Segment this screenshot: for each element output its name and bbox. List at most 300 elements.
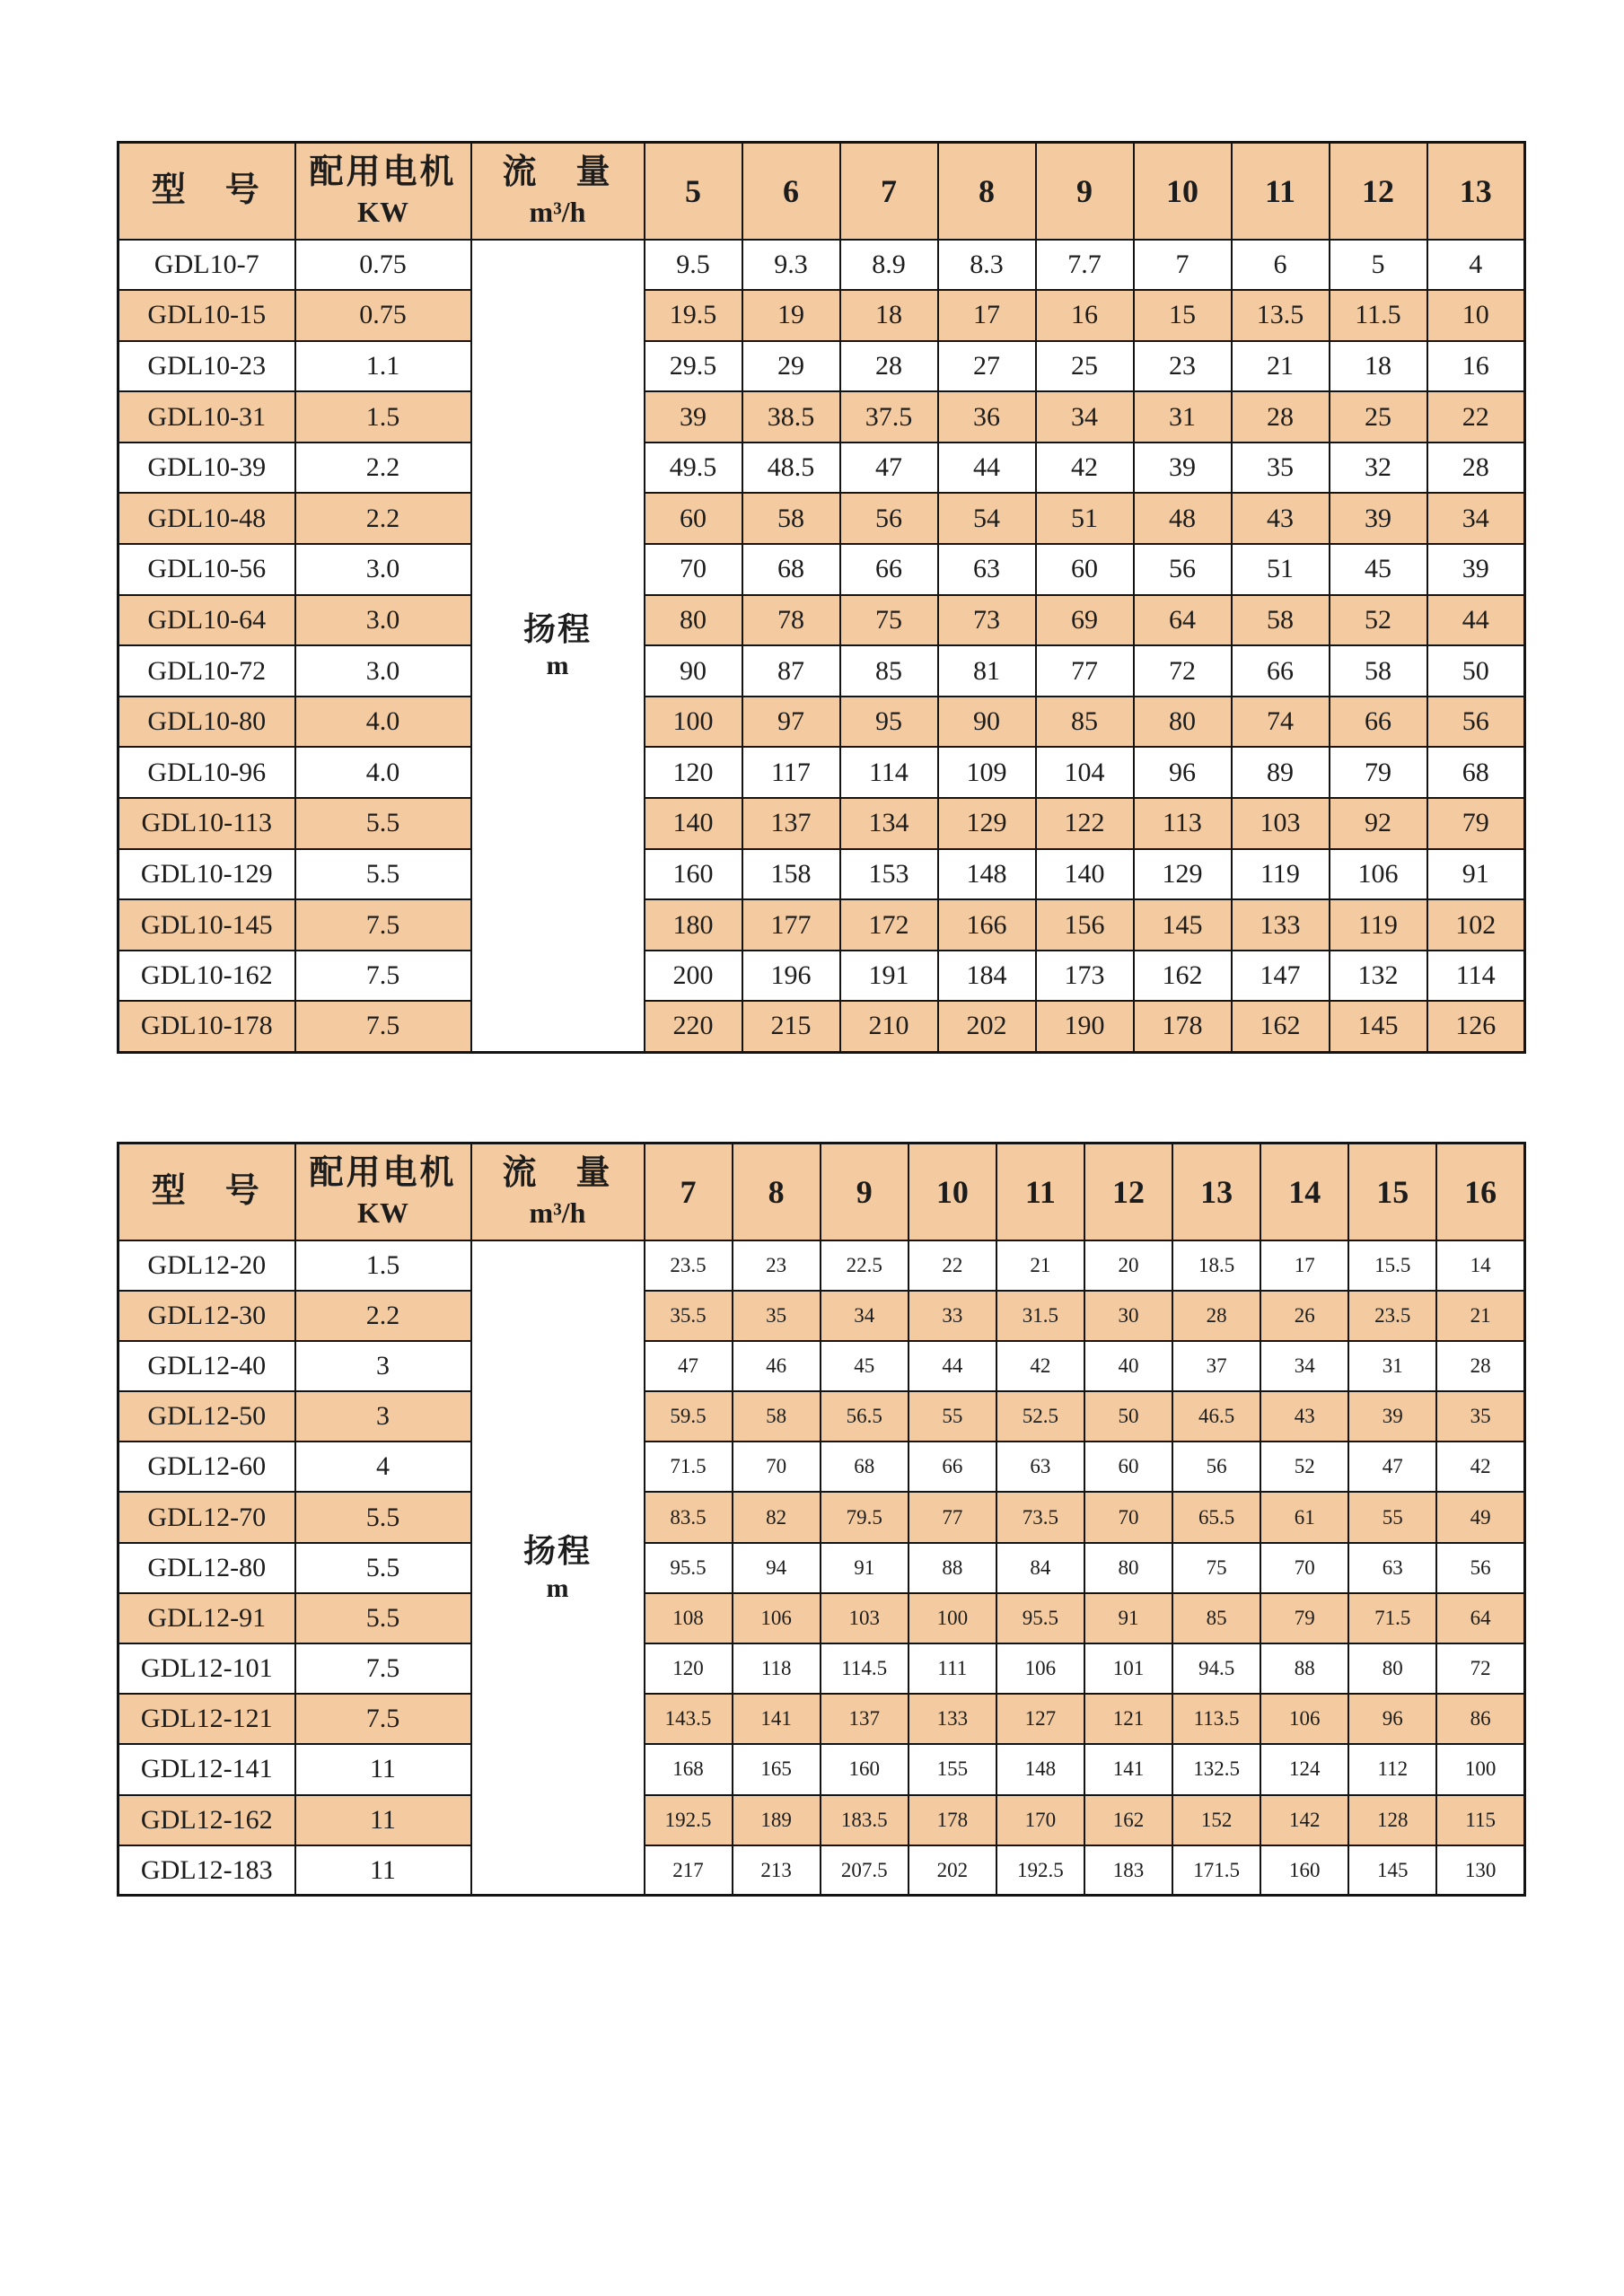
value-cell: 91 [1427, 849, 1525, 900]
value-cell: 27 [938, 341, 1036, 392]
value-cell: 33 [909, 1291, 996, 1341]
value-cell: 49.5 [645, 443, 742, 494]
flow-col-header: 8 [938, 143, 1036, 240]
value-cell: 29 [742, 341, 840, 392]
value-cell: 111 [909, 1643, 996, 1694]
value-cell: 92 [1330, 798, 1427, 849]
value-cell: 75 [840, 595, 938, 646]
value-cell: 97 [742, 697, 840, 748]
value-cell: 104 [1036, 747, 1134, 798]
value-cell: 215 [742, 1001, 840, 1052]
motor-cell: 3 [295, 1341, 471, 1391]
head-label: 扬程 [522, 1533, 592, 1570]
value-cell: 80 [1348, 1643, 1436, 1694]
value-cell: 162 [1134, 951, 1232, 1002]
value-cell: 96 [1134, 747, 1232, 798]
flow-header [471, 1144, 645, 1240]
value-cell: 75 [1172, 1543, 1260, 1593]
value-cell: 66 [1330, 697, 1427, 748]
value-cell: 56 [1172, 1442, 1260, 1492]
value-cell: 21 [1436, 1291, 1524, 1341]
value-cell: 47 [840, 443, 938, 494]
value-cell: 155 [909, 1744, 996, 1794]
value-cell: 19 [742, 290, 840, 341]
value-cell: 55 [1348, 1492, 1436, 1542]
value-cell: 80 [645, 595, 742, 646]
value-cell: 60 [1084, 1442, 1172, 1492]
value-cell: 16 [1036, 290, 1134, 341]
value-cell: 85 [840, 645, 938, 697]
value-cell: 7 [1134, 240, 1232, 291]
motor-cell: 7.5 [295, 951, 471, 1002]
value-cell: 63 [938, 544, 1036, 595]
value-cell: 103 [1232, 798, 1330, 849]
value-cell: 22 [909, 1240, 996, 1291]
value-cell: 129 [938, 798, 1036, 849]
flow-col-header: 13 [1427, 143, 1525, 240]
value-cell: 207.5 [821, 1845, 909, 1896]
value-cell: 44 [1427, 595, 1525, 646]
value-cell: 166 [938, 899, 1036, 951]
motor-cell: 5.5 [295, 1492, 471, 1542]
value-cell: 81 [938, 645, 1036, 697]
flow-col-header: 11 [996, 1144, 1084, 1240]
value-cell: 100 [645, 697, 742, 748]
value-cell: 35 [1436, 1391, 1524, 1442]
gdl12-table-body [119, 1240, 1525, 1896]
value-cell: 5 [1330, 240, 1427, 291]
table-row [119, 341, 1525, 392]
gdl10-header-row [119, 143, 1525, 240]
head-unit-label: m [546, 651, 569, 681]
value-cell: 79 [1260, 1593, 1348, 1643]
value-cell: 28 [840, 341, 938, 392]
value-cell: 127 [996, 1694, 1084, 1744]
value-cell: 61 [1260, 1492, 1348, 1542]
flow-col-header: 12 [1084, 1144, 1172, 1240]
motor-cell: 2.2 [295, 493, 471, 544]
value-cell: 21 [1232, 341, 1330, 392]
value-cell: 64 [1134, 595, 1232, 646]
motor-cell: 11 [295, 1744, 471, 1794]
value-cell: 120 [645, 1643, 733, 1694]
value-cell: 85 [1172, 1593, 1260, 1643]
value-cell: 72 [1436, 1643, 1524, 1694]
value-cell: 168 [645, 1744, 733, 1794]
value-cell: 160 [1260, 1845, 1348, 1896]
motor-header-unit: KW [357, 1196, 408, 1229]
value-cell: 9.3 [742, 240, 840, 291]
motor-header-label: 配用电机 [309, 153, 457, 192]
value-cell: 73 [938, 595, 1036, 646]
model-cell: GDL10-48 [119, 493, 295, 544]
value-cell: 183 [1084, 1845, 1172, 1896]
model-cell: GDL12-183 [119, 1845, 295, 1896]
value-cell: 71.5 [1348, 1593, 1436, 1643]
value-cell: 59.5 [645, 1391, 733, 1442]
value-cell: 25 [1036, 341, 1134, 392]
value-cell: 114 [1427, 951, 1525, 1002]
value-cell: 124 [1260, 1744, 1348, 1794]
model-cell: GDL10-31 [119, 391, 295, 443]
model-header [119, 143, 295, 240]
flow-col-header: 6 [742, 143, 840, 240]
table-row [119, 1795, 1525, 1845]
value-cell: 32 [1330, 443, 1427, 494]
model-cell: GDL12-80 [119, 1543, 295, 1593]
value-cell: 115 [1436, 1795, 1524, 1845]
value-cell: 34 [1427, 493, 1525, 544]
motor-cell: 5.5 [295, 1593, 471, 1643]
table-row [119, 1492, 1525, 1542]
value-cell: 87 [742, 645, 840, 697]
model-cell: GDL10-96 [119, 747, 295, 798]
value-cell: 23.5 [645, 1240, 733, 1291]
motor-header [295, 1144, 471, 1240]
model-cell: GDL12-101 [119, 1643, 295, 1694]
flow-col-header: 15 [1348, 1144, 1436, 1240]
table-row [119, 544, 1525, 595]
value-cell: 28 [1172, 1291, 1260, 1341]
value-cell: 6 [1232, 240, 1330, 291]
value-cell: 177 [742, 899, 840, 951]
value-cell: 119 [1232, 849, 1330, 900]
value-cell: 47 [1348, 1442, 1436, 1492]
value-cell: 217 [645, 1845, 733, 1896]
motor-cell: 7.5 [295, 1643, 471, 1694]
flow-col-header: 7 [645, 1144, 733, 1240]
model-header-label: 型 号 [151, 1171, 262, 1210]
model-cell: GDL10-15 [119, 290, 295, 341]
motor-cell: 3.0 [295, 544, 471, 595]
value-cell: 134 [840, 798, 938, 849]
value-cell: 40 [1084, 1341, 1172, 1391]
value-cell: 31.5 [996, 1291, 1084, 1341]
value-cell: 108 [645, 1593, 733, 1643]
flow-col-header: 11 [1232, 143, 1330, 240]
value-cell: 55 [909, 1391, 996, 1442]
value-cell: 66 [840, 544, 938, 595]
value-cell: 13.5 [1232, 290, 1330, 341]
table-row [119, 1341, 1525, 1391]
value-cell: 100 [909, 1593, 996, 1643]
model-cell: GDL10-129 [119, 849, 295, 900]
value-cell: 143.5 [645, 1694, 733, 1744]
value-cell: 172 [840, 899, 938, 951]
model-cell: GDL12-121 [119, 1694, 295, 1744]
value-cell: 28 [1427, 443, 1525, 494]
value-cell: 202 [938, 1001, 1036, 1052]
value-cell: 70 [1260, 1543, 1348, 1593]
table-row [119, 899, 1525, 951]
value-cell: 68 [1427, 747, 1525, 798]
motor-header-label: 配用电机 [309, 1154, 457, 1193]
value-cell: 152 [1172, 1795, 1260, 1845]
value-cell: 11.5 [1330, 290, 1427, 341]
flow-header-label: 流 量 [502, 153, 613, 192]
value-cell: 38.5 [742, 391, 840, 443]
model-cell: GDL12-70 [119, 1492, 295, 1542]
value-cell: 191 [840, 951, 938, 1002]
value-cell: 162 [1232, 1001, 1330, 1052]
value-cell: 113 [1134, 798, 1232, 849]
value-cell: 88 [909, 1543, 996, 1593]
value-cell: 17 [1260, 1240, 1348, 1291]
table-row [119, 595, 1525, 646]
value-cell: 80 [1134, 697, 1232, 748]
model-cell: GDL10-178 [119, 1001, 295, 1052]
model-cell: GDL12-20 [119, 1240, 295, 1291]
value-cell: 34 [821, 1291, 909, 1341]
value-cell: 128 [1348, 1795, 1436, 1845]
value-cell: 66 [909, 1442, 996, 1492]
value-cell: 45 [1330, 544, 1427, 595]
value-cell: 86 [1436, 1694, 1524, 1744]
motor-cell: 1.5 [295, 1240, 471, 1291]
value-cell: 50 [1084, 1391, 1172, 1442]
value-cell: 58 [1330, 645, 1427, 697]
value-cell: 7.7 [1036, 240, 1134, 291]
value-cell: 89 [1232, 747, 1330, 798]
table-row [119, 747, 1525, 798]
value-cell: 78 [742, 595, 840, 646]
value-cell: 73.5 [996, 1492, 1084, 1542]
value-cell: 25 [1330, 391, 1427, 443]
flow-col-header: 5 [645, 143, 742, 240]
value-cell: 72 [1134, 645, 1232, 697]
motor-header-unit: KW [357, 196, 408, 228]
value-cell: 101 [1084, 1643, 1172, 1694]
gdl12-table [117, 1142, 1526, 1897]
value-cell: 109 [938, 747, 1036, 798]
value-cell: 91 [821, 1543, 909, 1593]
value-cell: 140 [645, 798, 742, 849]
value-cell: 145 [1330, 1001, 1427, 1052]
value-cell: 103 [821, 1593, 909, 1643]
value-cell: 48 [1134, 493, 1232, 544]
model-cell: GDL10-39 [119, 443, 295, 494]
model-cell: GDL12-141 [119, 1744, 295, 1794]
value-cell: 117 [742, 747, 840, 798]
value-cell: 202 [909, 1845, 996, 1896]
value-cell: 35.5 [645, 1291, 733, 1341]
model-cell: GDL10-7 [119, 240, 295, 291]
flow-header [471, 143, 645, 240]
model-cell: GDL10-145 [119, 899, 295, 951]
value-cell: 184 [938, 951, 1036, 1002]
value-cell: 58 [1232, 595, 1330, 646]
value-cell: 178 [909, 1795, 996, 1845]
value-cell: 22.5 [821, 1240, 909, 1291]
value-cell: 180 [645, 899, 742, 951]
head-unit-merged-cell [471, 240, 645, 1053]
value-cell: 145 [1348, 1845, 1436, 1896]
model-cell: GDL10-64 [119, 595, 295, 646]
value-cell: 83.5 [645, 1492, 733, 1542]
value-cell: 77 [1036, 645, 1134, 697]
value-cell: 95 [840, 697, 938, 748]
flow-col-header: 12 [1330, 143, 1427, 240]
value-cell: 140 [1036, 849, 1134, 900]
value-cell: 70 [645, 544, 742, 595]
value-cell: 50 [1427, 645, 1525, 697]
value-cell: 4 [1427, 240, 1525, 291]
value-cell: 18 [840, 290, 938, 341]
value-cell: 58 [733, 1391, 821, 1442]
value-cell: 114 [840, 747, 938, 798]
value-cell: 58 [742, 493, 840, 544]
value-cell: 106 [733, 1593, 821, 1643]
model-cell: GDL10-23 [119, 341, 295, 392]
value-cell: 39 [1348, 1391, 1436, 1442]
value-cell: 133 [1232, 899, 1330, 951]
value-cell: 43 [1260, 1391, 1348, 1442]
value-cell: 8.9 [840, 240, 938, 291]
value-cell: 26 [1260, 1291, 1348, 1341]
value-cell: 15.5 [1348, 1240, 1436, 1291]
value-cell: 63 [1348, 1543, 1436, 1593]
value-cell: 196 [742, 951, 840, 1002]
value-cell: 70 [733, 1442, 821, 1492]
value-cell: 84 [996, 1543, 1084, 1593]
value-cell: 56 [1436, 1543, 1524, 1593]
table-row [119, 849, 1525, 900]
value-cell: 153 [840, 849, 938, 900]
motor-cell: 0.75 [295, 240, 471, 291]
model-cell: GDL12-30 [119, 1291, 295, 1341]
value-cell: 148 [996, 1744, 1084, 1794]
value-cell: 192.5 [996, 1845, 1084, 1896]
value-cell: 158 [742, 849, 840, 900]
value-cell: 23 [1134, 341, 1232, 392]
value-cell: 52 [1260, 1442, 1348, 1492]
value-cell: 30 [1084, 1291, 1172, 1341]
model-cell: GDL10-72 [119, 645, 295, 697]
table-row [119, 1643, 1525, 1694]
value-cell: 91 [1084, 1593, 1172, 1643]
value-cell: 213 [733, 1845, 821, 1896]
value-cell: 192.5 [645, 1795, 733, 1845]
value-cell: 145 [1134, 899, 1232, 951]
motor-cell: 5.5 [295, 849, 471, 900]
value-cell: 46 [733, 1341, 821, 1391]
value-cell: 220 [645, 1001, 742, 1052]
value-cell: 37.5 [840, 391, 938, 443]
value-cell: 56 [1134, 544, 1232, 595]
flow-col-header: 9 [1036, 143, 1134, 240]
value-cell: 85 [1036, 697, 1134, 748]
value-cell: 165 [733, 1744, 821, 1794]
value-cell: 36 [938, 391, 1036, 443]
value-cell: 170 [996, 1795, 1084, 1845]
value-cell: 106 [1330, 849, 1427, 900]
value-cell: 113.5 [1172, 1694, 1260, 1744]
value-cell: 106 [996, 1643, 1084, 1694]
motor-cell: 3.0 [295, 595, 471, 646]
flow-col-header: 13 [1172, 1144, 1260, 1240]
value-cell: 118 [733, 1643, 821, 1694]
value-cell: 48.5 [742, 443, 840, 494]
value-cell: 100 [1436, 1744, 1524, 1794]
value-cell: 56 [840, 493, 938, 544]
motor-cell: 0.75 [295, 290, 471, 341]
value-cell: 96 [1348, 1694, 1436, 1744]
value-cell: 52.5 [996, 1391, 1084, 1442]
table-row [119, 391, 1525, 443]
value-cell: 34 [1036, 391, 1134, 443]
value-cell: 19.5 [645, 290, 742, 341]
table-row [119, 645, 1525, 697]
table-row [119, 798, 1525, 849]
value-cell: 15 [1134, 290, 1232, 341]
value-cell: 82 [733, 1492, 821, 1542]
value-cell: 88 [1260, 1643, 1348, 1694]
value-cell: 130 [1436, 1845, 1524, 1896]
table-row [119, 1240, 1525, 1291]
value-cell: 35 [733, 1291, 821, 1341]
value-cell: 23 [733, 1240, 821, 1291]
gdl10-table [117, 141, 1526, 1054]
motor-header [295, 143, 471, 240]
value-cell: 42 [996, 1341, 1084, 1391]
gdl10-table-body [119, 240, 1525, 1053]
value-cell: 142 [1260, 1795, 1348, 1845]
table-row [119, 1291, 1525, 1341]
value-cell: 171.5 [1172, 1845, 1260, 1896]
value-cell: 95.5 [645, 1543, 733, 1593]
value-cell: 126 [1427, 1001, 1525, 1052]
value-cell: 106 [1260, 1694, 1348, 1744]
motor-cell: 11 [295, 1845, 471, 1896]
model-cell: GDL10-56 [119, 544, 295, 595]
model-cell: GDL12-40 [119, 1341, 295, 1391]
flow-col-header: 9 [821, 1144, 909, 1240]
value-cell: 51 [1232, 544, 1330, 595]
model-cell: GDL10-80 [119, 697, 295, 748]
value-cell: 80 [1084, 1543, 1172, 1593]
value-cell: 160 [645, 849, 742, 900]
value-cell: 147 [1232, 951, 1330, 1002]
table-row [119, 443, 1525, 494]
value-cell: 44 [909, 1341, 996, 1391]
value-cell: 210 [840, 1001, 938, 1052]
value-cell: 71.5 [645, 1442, 733, 1492]
table-row [119, 951, 1525, 1002]
model-cell: GDL12-50 [119, 1391, 295, 1442]
motor-cell: 5.5 [295, 1543, 471, 1593]
value-cell: 29.5 [645, 341, 742, 392]
model-cell: GDL10-113 [119, 798, 295, 849]
value-cell: 45 [821, 1341, 909, 1391]
value-cell: 28 [1436, 1341, 1524, 1391]
value-cell: 39 [1427, 544, 1525, 595]
motor-cell: 4.0 [295, 697, 471, 748]
table-row [119, 493, 1525, 544]
table-row [119, 1694, 1525, 1744]
model-header-label: 型 号 [151, 171, 262, 209]
gdl12-header-row [119, 1144, 1525, 1240]
value-cell: 21 [996, 1240, 1084, 1291]
value-cell: 31 [1348, 1341, 1436, 1391]
value-cell: 129 [1134, 849, 1232, 900]
value-cell: 46.5 [1172, 1391, 1260, 1442]
motor-cell: 1.1 [295, 341, 471, 392]
value-cell: 69 [1036, 595, 1134, 646]
table-row [119, 1442, 1525, 1492]
value-cell: 90 [938, 697, 1036, 748]
motor-cell: 4 [295, 1442, 471, 1492]
value-cell: 102 [1427, 899, 1525, 951]
